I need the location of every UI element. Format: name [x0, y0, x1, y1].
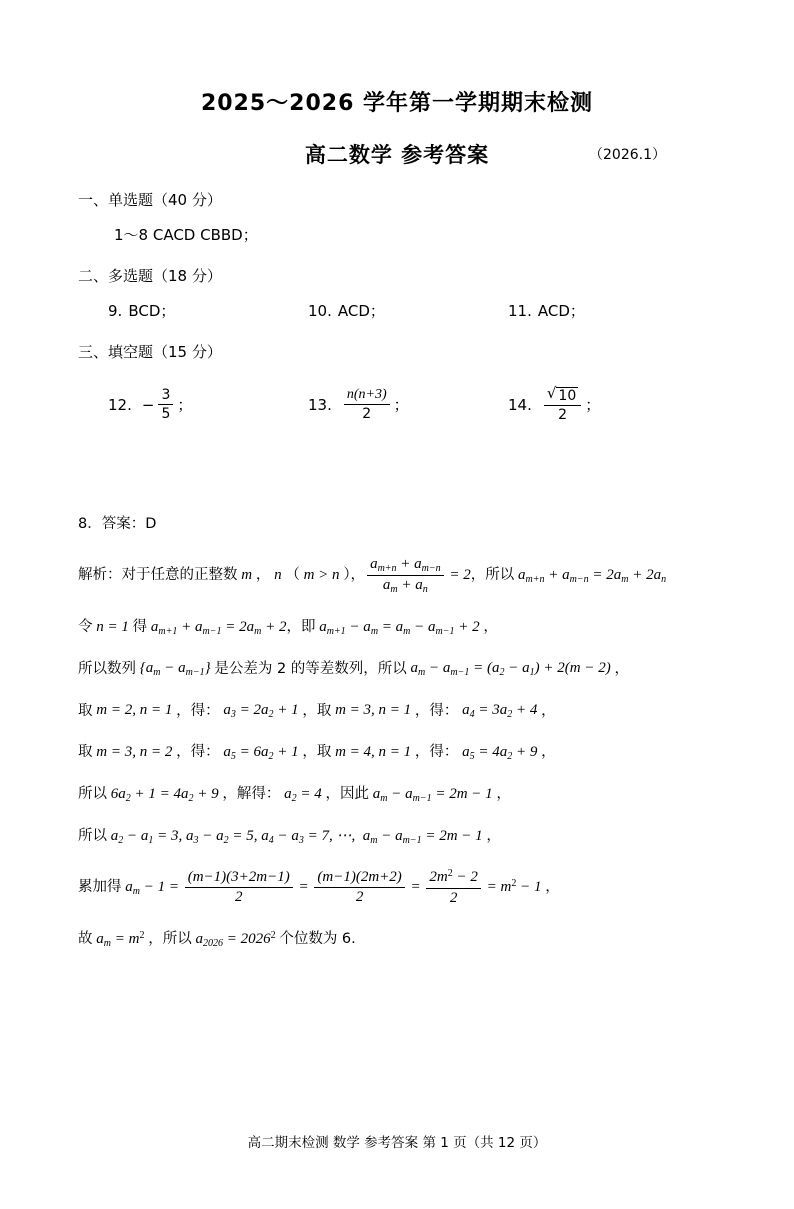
- fraction-numerator-14: [544, 386, 581, 406]
- fill-blank-item-14: [508, 386, 708, 423]
- question-number-13: 13.: [308, 395, 332, 414]
- answer-11: ACD；: [537, 302, 585, 320]
- solution-line-8: 累加得 $a_m - 1$ = $\frac{(m-1)(3+2m-1)}{2}$ = $\frac{(m-1)(2m+2)}{2}$ = $\frac{2m^2 - 2}{2}$ = $m^2 - 1$ ，: [78, 868, 560, 906]
- fraction-numerator-12: 3: [158, 387, 173, 405]
- semicolon-14: ；: [585, 396, 601, 415]
- fill-blank-item-13: [308, 387, 508, 422]
- title-date: （2026.1）: [589, 147, 666, 163]
- single-choice-answers: 1～8 CACD CBBD；: [114, 226, 258, 244]
- question-number-10: 10.: [308, 302, 332, 320]
- solution-header: 8．答案：D: [78, 516, 157, 533]
- radical-sign-icon: √: [546, 384, 557, 402]
- page-footer: 高二期末检测 数学 参考答案 第 1 页（共 12 页）: [247, 1135, 547, 1151]
- fraction-14: [544, 386, 581, 423]
- question-number-12: 12.: [108, 395, 132, 414]
- section-heading-single-choice: 一、单选题（40 分）: [78, 191, 222, 209]
- fraction-denominator-14: 2: [558, 407, 568, 424]
- answer-9: BCD；: [128, 302, 176, 320]
- answer-sheet-page: [0, 86, 794, 1209]
- ratio-denominator: $a_m + a_n$: [382, 577, 428, 596]
- page-title-line2: 高二数学 参考答案: [304, 143, 490, 167]
- solution-line-4: 取 m = 2, n = 1 ，得： $a_3 = 2a_2 + 1$ ，取 m = 3, n = 1 ，得： $a_4 = 3a_2 + 4$ ，: [78, 702, 556, 721]
- solution-line-3: 所以数列 $\{a_m - a_{m-1}\}$ 是公差为 2 的等差数列，所以 $a_m - a_{m-1} = (a_2 - a_1) + 2(m - 2)$ ，: [78, 660, 629, 679]
- fraction-12: [158, 387, 173, 422]
- fraction-13: [344, 387, 390, 422]
- multi-choice-item-9: [108, 300, 308, 321]
- solution-block: [78, 515, 716, 950]
- radicand-14: 10: [558, 388, 577, 404]
- multi-choice-item-10: [308, 300, 508, 321]
- fraction-denominator-12: 5: [161, 406, 171, 423]
- section-heading-multi-choice: 二、多选题（18 分）: [78, 267, 222, 285]
- page-title-block: [78, 139, 716, 169]
- multi-choice-answer-row: [78, 300, 716, 321]
- sum-fraction-2: [314, 869, 404, 907]
- multi-choice-item-11: [508, 300, 708, 321]
- fill-blank-answer-row: [78, 386, 716, 423]
- ratio-fraction: [367, 556, 444, 596]
- sum-fraction-3: [426, 868, 480, 907]
- fraction-denominator-13: 2: [362, 406, 372, 423]
- sum-fraction-2-numerator: (m−1)(2m+2): [314, 869, 404, 888]
- sum-fraction-2-denominator: 2: [355, 889, 364, 906]
- sum-fraction-3-denominator: 2: [449, 889, 458, 906]
- section-heading-fill-blank: 三、填空题（15 分）: [78, 343, 222, 361]
- solution-line-5: 取 m = 3, n = 2 ，得： $a_5 = 6a_2 + 1$ ，取 m = 4, n = 1 ，得： $a_5 = 4a_2 + 9$ ，: [78, 744, 556, 762]
- solution-line-6: 所以 $6a_2 + 1 = 4a_2 + 9$ ，解得： $a_2 = 4$ ，因此 $a_m - a_{m-1} = 2m - 1$ ，: [78, 785, 511, 804]
- sum-fraction-1-numerator: (m−1)(3+2m−1): [185, 869, 293, 888]
- solution-line-1: 解析：对于任意的正整数 m ， n （ m > n ）， $\frac{a_{m+n} + a_{m-n}}{a_m + a_n}$ = 2 ，所以 $a_{m+n} + a_{m-n} = 2a_m + 2a_n$: [78, 556, 667, 596]
- question-number-11: 11.: [508, 302, 532, 320]
- ratio-numerator: $a_{m+n} + a_{m-n}$: [367, 556, 444, 576]
- question-number-14: 14.: [508, 395, 532, 414]
- minus-sign-12: −: [141, 395, 155, 414]
- answer-10: ACD；: [337, 302, 385, 320]
- semicolon-13: ；: [393, 396, 409, 415]
- solution-line-2: 令 n = 1 得 $a_{m+1} + a_{m-1} = 2a_m + 2$ ，即 $a_{m+1} - a_m = a_m - a_{m-1} + 2$ ，: [78, 618, 498, 637]
- fill-blank-item-12: [108, 387, 308, 422]
- sum-fraction-1-denominator: 2: [234, 889, 243, 906]
- sqrt-14: [547, 386, 578, 404]
- semicolon-12: ；: [177, 396, 193, 415]
- sum-fraction-1: [185, 869, 293, 907]
- solution-line-9: 故 $a_m = m^2$ ，所以 $a_{2026} = 2026^2$ 个位数为 6.: [78, 929, 356, 949]
- sum-fraction-3-numerator: $2m^2 - 2$: [426, 868, 480, 888]
- solution-line-7: 所以 $a_2 - a_1 = 3$, $a_3 - a_2 = 5$, $a_4 - a_3 = 7$, ⋯, $a_m - a_{m-1} = 2m - 1$ ，: [78, 827, 501, 846]
- fraction-numerator-13: n(n+3): [344, 387, 390, 405]
- question-number-9: 9.: [108, 302, 123, 320]
- page-title-line1: 2025～2026 学年第一学期期末检测: [200, 91, 594, 116]
